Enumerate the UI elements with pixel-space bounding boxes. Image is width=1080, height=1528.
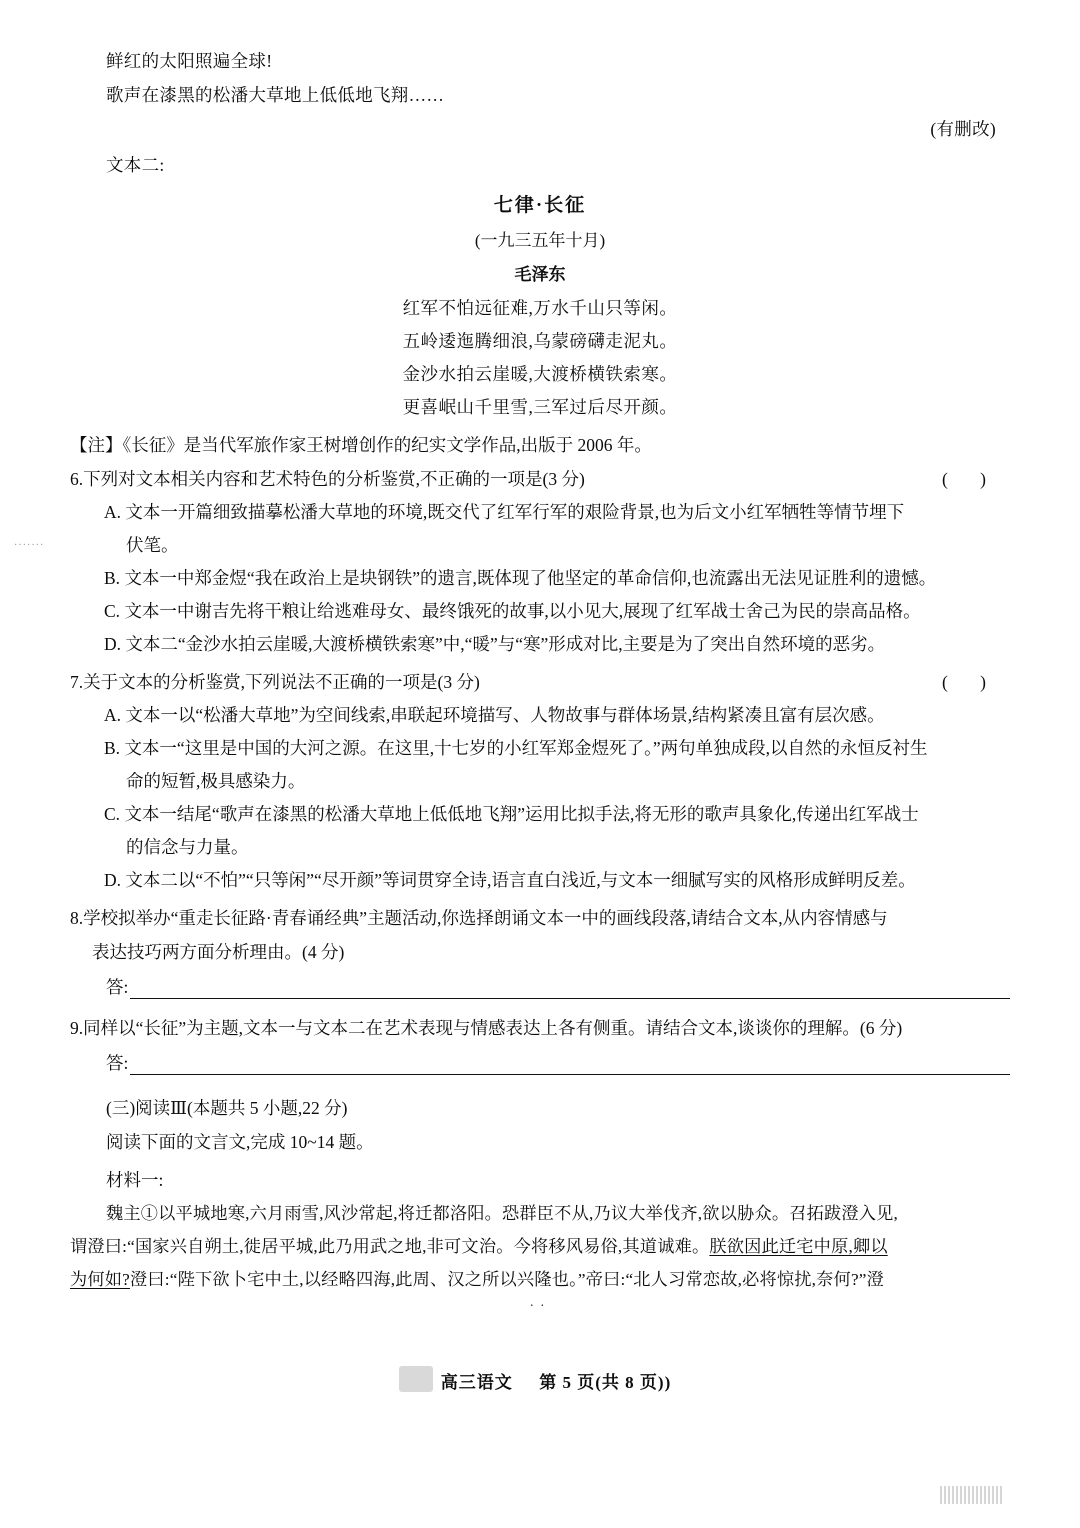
question-8-answer-label: 答: bbox=[106, 977, 129, 997]
option-label: B. bbox=[104, 568, 121, 588]
question-8-answer-row[interactable] bbox=[70, 969, 1010, 1005]
option-label: D. bbox=[104, 870, 122, 890]
question-9-stem bbox=[70, 1011, 1010, 1045]
poem-date: (一九三五年十月) bbox=[474, 231, 606, 250]
option-text: 文本一开篇细致描摹松潘大草地的环境,既交代了红军行军的艰险背景,也为后文小红军牺牲等情节埋下 bbox=[125, 502, 905, 522]
text-one-line-1: 鲜红的太阳照遍全球! bbox=[106, 51, 273, 71]
option-text: 文本二“金沙水拍云崖暖,大渡桥横铁索寒”中,“暖”与“寒”形成对比,主要是为了突出自然环境的恶劣。 bbox=[125, 634, 886, 654]
question-7-number: 7. bbox=[70, 672, 84, 692]
poem-line-1: 红军不怕远征难,万水千山只等闲。 bbox=[402, 298, 678, 318]
question-9-answer-rule[interactable] bbox=[130, 1054, 1010, 1075]
question-8-line-1: 学校拟举办“重走长征路·青春诵经典”主题活动,你选择朗诵文本一中的画线段落,请结合文本,从内容情感与 bbox=[83, 908, 888, 928]
question-8-line-2: 表达技巧两方面分析理由。(4 分) bbox=[92, 942, 345, 962]
text-two-label: 文本二: bbox=[106, 155, 165, 175]
question-8-answer-rule[interactable] bbox=[130, 978, 1010, 999]
question-6-number: 6. bbox=[70, 469, 84, 489]
poem-title: 七律·长征 bbox=[493, 195, 587, 216]
option-text-cont: 命的短暂,极具感染力。 bbox=[126, 771, 306, 791]
section-3-instruction: 阅读下面的文言文,完成 10~14 题。 bbox=[106, 1132, 374, 1152]
footer-logo-box bbox=[399, 1366, 433, 1392]
option-text-cont: 伏笔。 bbox=[126, 535, 179, 555]
option-label: A. bbox=[104, 502, 122, 522]
option-label: B. bbox=[104, 738, 121, 758]
classical-text-line-2: 谓澄曰:“国家兴自朔土,徙居平城,此乃用武之地,非可文治。今将移风易俗,其道诚难。朕欲因此迁宅中原,卿以 bbox=[70, 1237, 888, 1256]
text-one-attribution: (有删改) bbox=[930, 119, 996, 139]
text-one-line-2: 歌声在漆黑的松潘大草地上低低地飞翔…… bbox=[106, 85, 445, 105]
option-text: 文本一“这里是中国的大河之源。在这里,十七岁的小红军郑金煜死了。”两句单独成段,以自然的永恒反衬生 bbox=[124, 738, 928, 758]
question-9-line-1: 同样以“长征”为主题,文本一与文本二在艺术表现与情感表达上各有侧重。请结合文本,谈谈你的理解。(6 分) bbox=[83, 1018, 903, 1038]
question-6-option-b[interactable] bbox=[70, 562, 1010, 595]
question-7-option-a[interactable] bbox=[70, 699, 1010, 732]
option-text: 文本一中谢吉先将干粮让给逃难母女、最终饿死的故事,以小见大,展现了红军战士舍己为民的崇高品格。 bbox=[124, 601, 921, 621]
question-6-option-d[interactable] bbox=[70, 628, 1010, 661]
option-label: A. bbox=[104, 705, 122, 725]
poem-author: 毛泽东 bbox=[514, 265, 566, 284]
option-text-cont: 的信念与力量。 bbox=[126, 837, 249, 857]
question-7-option-c[interactable] bbox=[70, 798, 1010, 864]
section-3-material-label: 材料一: bbox=[106, 1170, 164, 1190]
question-6-answer-bracket[interactable]: ( ) bbox=[941, 469, 1000, 489]
poem-line-3: 金沙水拍云崖暖,大渡桥横铁索寒。 bbox=[402, 364, 678, 384]
classical-text-line-3: 为何如?澄曰:“陛下欲卜宅中土,以经略四海,此周、汉之所以兴隆也。”帝曰:“北人习常恋故,必将惊扰,奈何?”澄 bbox=[70, 1270, 884, 1289]
question-7-stem-row bbox=[70, 665, 1010, 699]
footer-inner bbox=[399, 1365, 682, 1396]
underlined-fragment-2: 为何如? bbox=[70, 1270, 130, 1289]
page-break-dots: ·· bbox=[529, 1299, 551, 1314]
section-3-heading: (三)阅读Ⅲ(本题共 5 小题,22 分) bbox=[106, 1098, 348, 1118]
option-label: C. bbox=[104, 601, 121, 621]
question-8-number: 8. bbox=[70, 908, 84, 928]
option-text: 文本二以“不怕”“只等闲”“尽开颜”等词贯穿全诗,语言直白浅近,与文本一细腻写实的风格形成鲜明反差。 bbox=[125, 870, 916, 890]
option-label: D. bbox=[104, 634, 122, 654]
option-text: 文本一以“松潘大草地”为空间线索,串联起环境描写、人物故事与群体场景,结构紧凑且富有层次感。 bbox=[125, 705, 885, 725]
question-6-option-a[interactable] bbox=[70, 496, 1010, 562]
footer-subject: 高三语文 bbox=[440, 1373, 513, 1392]
question-7-option-b[interactable] bbox=[70, 732, 1010, 798]
question-6-stem: 下列对文本相关内容和艺术特色的分析鉴赏,不正确的一项是(3 分) bbox=[83, 469, 585, 489]
option-label: C. bbox=[104, 804, 121, 824]
question-7-option-d[interactable] bbox=[70, 864, 1010, 897]
footer-page-number: 第 5 页(共 8 页) bbox=[539, 1373, 665, 1392]
page-footer bbox=[0, 1365, 1080, 1396]
barcode-mark bbox=[940, 1486, 1002, 1504]
underlined-fragment-1: 朕欲因此迁宅中原,卿以 bbox=[709, 1237, 888, 1256]
option-text: 文本一结尾“歌声在漆黑的松潘大草地上低低地飞翔”运用比拟手法,将无形的歌声具象化,传递出红军战士 bbox=[124, 804, 919, 824]
text-two-note: 【注】《长征》是当代军旅作家王树增创作的纪实文学作品,出版于 2006 年。 bbox=[70, 435, 652, 455]
question-7-stem: 关于文本的分析鉴赏,下列说法不正确的一项是(3 分) bbox=[83, 672, 480, 692]
poem-line-4: 更喜岷山千里雪,三军过后尽开颜。 bbox=[402, 397, 678, 417]
poem-line-2: 五岭逶迤腾细浪,乌蒙磅礴走泥丸。 bbox=[402, 331, 678, 351]
question-8-stem bbox=[70, 901, 1010, 935]
margin-scribble: ······· bbox=[14, 540, 45, 551]
question-9-number: 9. bbox=[70, 1018, 84, 1038]
question-6-stem-row bbox=[70, 462, 1010, 496]
classical-text-line-1: 魏主①以平城地寒,六月雨雪,风沙常起,将迁都洛阳。恐群臣不从,乃议大举伐齐,欲以胁众。召拓跋澄入见, bbox=[106, 1204, 899, 1223]
question-6-option-c[interactable] bbox=[70, 595, 1010, 628]
question-7-answer-bracket[interactable]: ( ) bbox=[941, 672, 1000, 692]
question-9-answer-label: 答: bbox=[106, 1053, 129, 1073]
footer-bracket: ) bbox=[664, 1373, 672, 1392]
question-9-answer-row[interactable] bbox=[70, 1045, 1010, 1081]
option-text: 文本一中郑金煜“我在政治上是块钢铁”的遗言,既体现了他坚定的革命信仰,也流露出无法见证胜利的遗憾。 bbox=[124, 568, 937, 588]
